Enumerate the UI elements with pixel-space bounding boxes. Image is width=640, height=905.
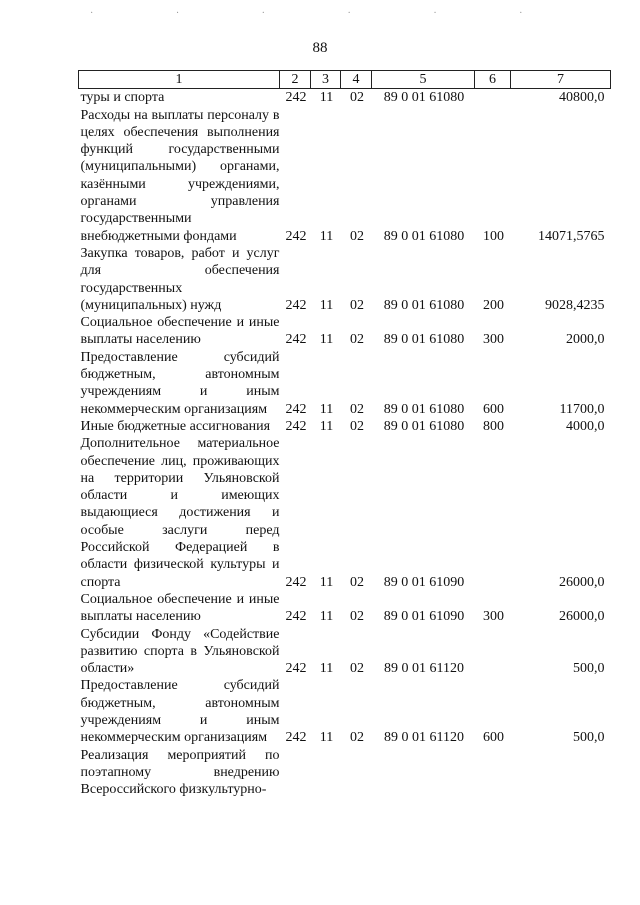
row-code-2: 242: [285, 574, 307, 590]
row-description: туры и спорта: [80, 90, 165, 106]
row-code-3: 11: [319, 574, 334, 590]
row-description: Реализация мероприятий по поэтапному внедрению Всероссийского физкультурно-: [80, 747, 280, 798]
table-row: [79, 626, 611, 678]
table-row: [79, 107, 611, 245]
row-code-4: 02: [350, 401, 364, 417]
row-code-2: 242: [285, 418, 307, 434]
row-code-2: 242: [285, 228, 307, 244]
row-amount: 11700,0: [559, 401, 605, 417]
row-target-code: 89 0 01 61120: [384, 730, 464, 746]
table-row: [79, 245, 611, 314]
row-code-2: 242: [285, 401, 307, 417]
table-row: [79, 89, 611, 107]
row-expense-type: 200: [483, 297, 504, 313]
row-code-3: 11: [319, 609, 334, 625]
row-target-code: 89 0 01 61080: [383, 228, 465, 244]
row-expense-type: [475, 747, 511, 799]
row-code-4: 02: [350, 730, 364, 746]
row-code-2: 242: [285, 90, 307, 106]
row-code-2: [280, 747, 311, 799]
row-code-2: 242: [285, 730, 307, 746]
row-target-code: 89 0 01 61090: [383, 609, 465, 625]
table-row: [79, 435, 611, 591]
row-description: Социальное обеспечение и иные выплаты населению: [80, 315, 280, 348]
row-code-4: [341, 747, 372, 799]
row-code-4: 02: [350, 661, 364, 677]
header-col-5: 5: [372, 71, 475, 89]
row-code-4: 02: [350, 574, 364, 590]
row-code-4: 02: [350, 609, 364, 625]
row-description: Предоставление субсидий бюджетным, автономным учреждениям и иным некоммерческим организациям: [80, 678, 280, 746]
row-amount: 14071,5765: [538, 228, 605, 244]
table-body: [79, 89, 611, 799]
row-code-3: 11: [319, 228, 334, 244]
row-expense-type: 600: [483, 401, 504, 417]
row-expense-type: [475, 89, 511, 107]
row-target-code: 89 0 01 61080: [383, 332, 465, 348]
row-target-code: 89 0 01 61120: [384, 661, 464, 677]
row-code-4: 02: [350, 90, 364, 106]
row-amount: 26000,0: [559, 574, 605, 590]
row-description: Дополнительное материальное обеспечение лиц, проживающих на территории Ульяновской области и имеющих выдающиеся достижения и особые заслуги перед Российской Федерацией в области физической культуры и спорта: [80, 436, 280, 590]
header-col-4: 4: [341, 71, 372, 89]
budget-table: [78, 70, 611, 798]
header-col-1: 1: [79, 71, 280, 89]
row-description: Иные бюджетные ассигнования: [80, 418, 271, 434]
header-col-7: 7: [511, 71, 611, 89]
row-target-code: 89 0 01 61080: [383, 297, 465, 313]
row-code-3: 11: [319, 418, 334, 434]
row-description: Социальное обеспечение и иные выплаты населению: [80, 591, 280, 625]
header-col-3: 3: [311, 71, 341, 89]
row-expense-type: 600: [483, 730, 504, 746]
row-amount: 40800,0: [559, 90, 605, 106]
scan-specks: · · · · · ·: [90, 8, 563, 19]
row-amount: 500,0: [573, 661, 605, 677]
row-code-3: [311, 747, 341, 799]
row-amount: 4000,0: [566, 418, 605, 434]
row-expense-type: 800: [483, 418, 504, 434]
row-amount: [511, 747, 611, 799]
row-code-4: 02: [350, 332, 364, 348]
table-row: [79, 349, 611, 418]
row-code-2: 242: [285, 332, 307, 348]
row-code-3: 11: [319, 730, 334, 746]
table-row: [79, 747, 611, 799]
row-target-code: 89 0 01 61080: [383, 401, 465, 417]
header-col-6: 6: [475, 71, 511, 89]
row-amount: 26000,0: [559, 609, 605, 625]
table-row: [79, 314, 611, 349]
table-header: [79, 71, 611, 89]
row-amount: 2000,0: [566, 332, 605, 348]
row-code-3: 11: [319, 401, 334, 417]
row-target-code: [372, 747, 475, 799]
row-description: Закупка товаров, работ и услуг для обеспечения государственных (муниципальных) нужд: [80, 245, 280, 313]
row-code-3: 11: [319, 90, 334, 106]
row-code-3: 11: [319, 297, 334, 313]
row-amount: 500,0: [573, 730, 605, 746]
row-code-4: 02: [350, 228, 364, 244]
row-code-3: 11: [319, 332, 334, 348]
row-code-4: 02: [350, 418, 364, 434]
row-description: Предоставление субсидий бюджетным, автономным учреждениям и иным некоммерческим организациям: [80, 349, 280, 417]
row-description: Субсидии Фонду «Содействие развитию спорта в Ульяновской области»: [80, 626, 280, 677]
table-row: [79, 591, 611, 626]
table-row: [79, 677, 611, 746]
row-amount: 9028,4235: [545, 297, 605, 313]
row-target-code: 89 0 01 61080: [383, 90, 465, 106]
row-target-code: 89 0 01 61090: [383, 574, 465, 590]
row-code-4: 02: [350, 297, 364, 313]
row-code-2: 242: [285, 661, 307, 677]
row-expense-type: 100: [483, 228, 504, 244]
row-code-2: 242: [285, 609, 307, 625]
row-code-3: 11: [319, 661, 334, 677]
row-expense-type: 300: [483, 609, 504, 625]
table-row: [79, 418, 611, 435]
row-expense-type: [475, 626, 511, 678]
row-description: Расходы на выплаты персоналу в целях обеспечения выполнения функций государственными (муниципальными) органами, казёнными учреждениями, органами управления государственными внебюджетными фондами: [80, 107, 280, 244]
row-target-code: 89 0 01 61080: [383, 418, 465, 434]
page-number: 88: [312, 40, 328, 56]
row-expense-type: [475, 435, 511, 591]
row-code-2: 242: [285, 297, 307, 313]
header-col-2: 2: [280, 71, 311, 89]
row-expense-type: 300: [483, 332, 504, 348]
